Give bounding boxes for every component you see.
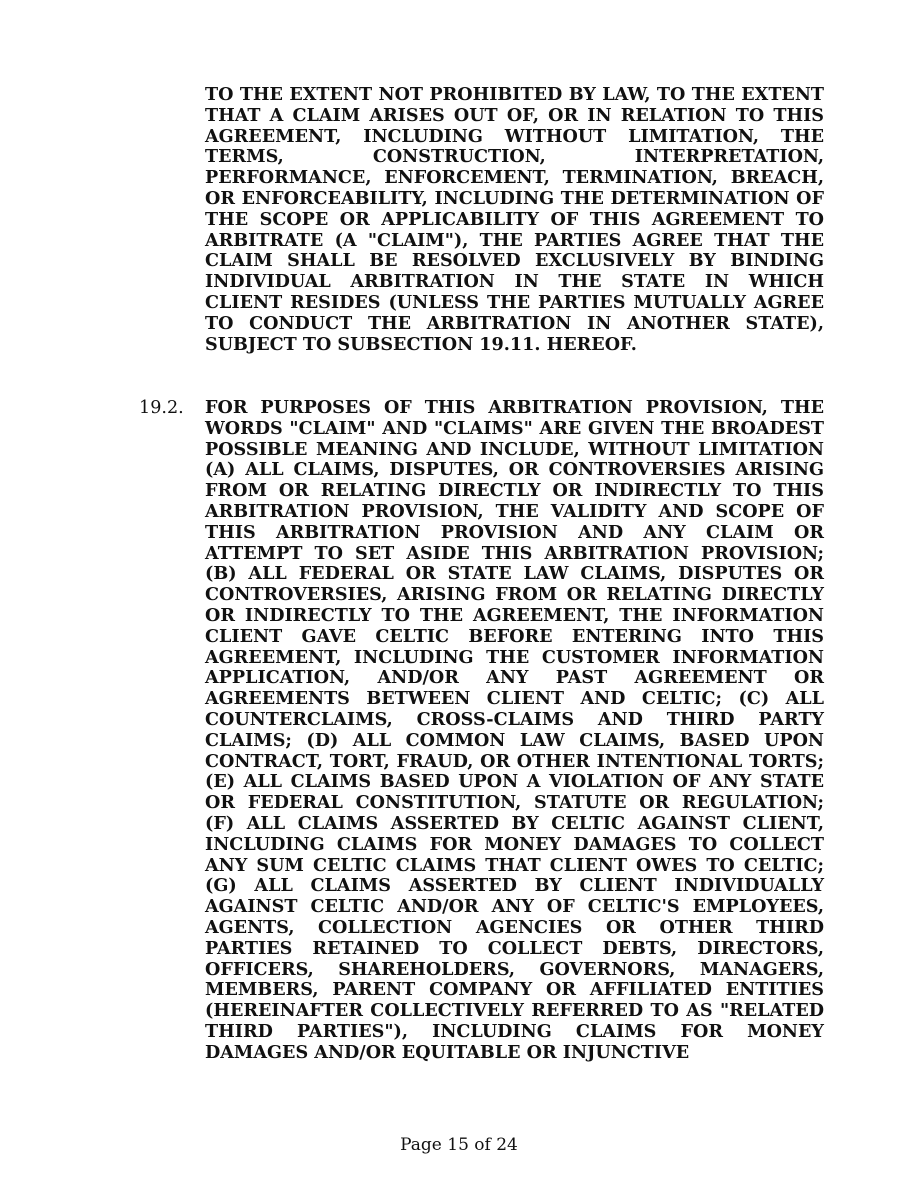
section-number-19-2: 19.2. <box>139 398 184 418</box>
arbitration-paragraph-intro: TO THE EXTENT NOT PROHIBITED BY LAW, TO THE EXTENT THAT A CLAIM ARISES OUT OF, OR IN RELATION TO THIS AGREEMENT, INCLUDING WITHOUT LIMITATION, THE TERMS, CONSTRUCTION, INTERPRETATION, PERFORMANCE, ENFORCEMENT, TERMINATION, BREACH, OR ENFORCEABILITY, INCLUDING THE DETERMINATION OF THE SCOPE OR APPLICABILITY OF THIS AGREEMENT TO ARBITRATE (A "CLAIM"), THE PARTIES AGREE THAT THE CLAIM SHALL BE RESOLVED EXCLUSIVELY BY BINDING INDIVIDUAL ARBITRATION IN THE STATE IN WHICH CLIENT RESIDES (UNLESS THE PARTIES MUTUALLY AGREE TO CONDUCT THE ARBITRATION IN ANOTHER STATE), SUBJECT TO SUBSECTION 19.11. HEREOF. <box>205 84 824 355</box>
arbitration-paragraph-19-2: FOR PURPOSES OF THIS ARBITRATION PROVISION, THE WORDS "CLAIM" AND "CLAIMS" ARE GIVEN THE BROADEST POSSIBLE MEANING AND INCLUDE, WITHOUT LIMITATION (A) ALL CLAIMS, DISPUTES, OR CONTROVERSIES ARISING FROM OR RELATING DIRECTLY OR INDIRECTLY TO THIS ARBITRATION PROVISION, THE VALIDITY AND SCOPE OF THIS ARBITRATION PROVISION AND ANY CLAIM OR ATTEMPT TO SET ASIDE THIS ARBITRATION PROVISION; (B) ALL FEDERAL OR STATE LAW CLAIMS, DISPUTES OR CONTROVERSIES, ARISING FROM OR RELATING DIRECTLY OR INDIRECTLY TO THE AGREEMENT, THE INFORMATION CLIENT GAVE CELTIC BEFORE ENTERING INTO THIS AGREEMENT, INCLUDING THE CUSTOMER INFORMATION APPLICATION, AND/OR ANY PAST AGREEMENT OR AGREEMENTS BETWEEN CLIENT AND CELTIC; (C) ALL COUNTERCLAIMS, CROSS-CLAIMS AND THIRD PARTY CLAIMS; (D) ALL COMMON LAW CLAIMS, BASED UPON CONTRACT, TORT, FRAUD, OR OTHER INTENTIONAL TORTS; (E) ALL CLAIMS BASED UPON A VIOLATION OF ANY STATE OR FEDERAL CONSTITUTION, STATUTE OR REGULATION; (F) ALL CLAIMS ASSERTED BY CELTIC AGAINST CLIENT, INCLUDING CLAIMS FOR MONEY DAMAGES TO COLLECT ANY SUM CELTIC CLAIMS THAT CLIENT OWES TO CELTIC; (G) ALL CLAIMS ASSERTED BY CLIENT INDIVIDUALLY AGAINST CELTIC AND/OR ANY OF CELTIC'S EMPLOYEES, AGENTS, COLLECTION AGENCIES OR OTHER THIRD PARTIES RETAINED TO COLLECT DEBTS, DIRECTORS, OFFICERS, SHAREHOLDERS, GOVERNORS, MANAGERS, MEMBERS, PARENT COMPANY OR AFFILIATED ENTITIES (HEREINAFTER COLLECTIVELY REFERRED TO AS "RELATED THIRD PARTIES"), INCLUDING CLAIMS FOR MONEY DAMAGES AND/OR EQUITABLE OR INJUNCTIVE <box>205 397 824 1063</box>
page-number-footer: Page 15 of 24 <box>400 1135 518 1155</box>
